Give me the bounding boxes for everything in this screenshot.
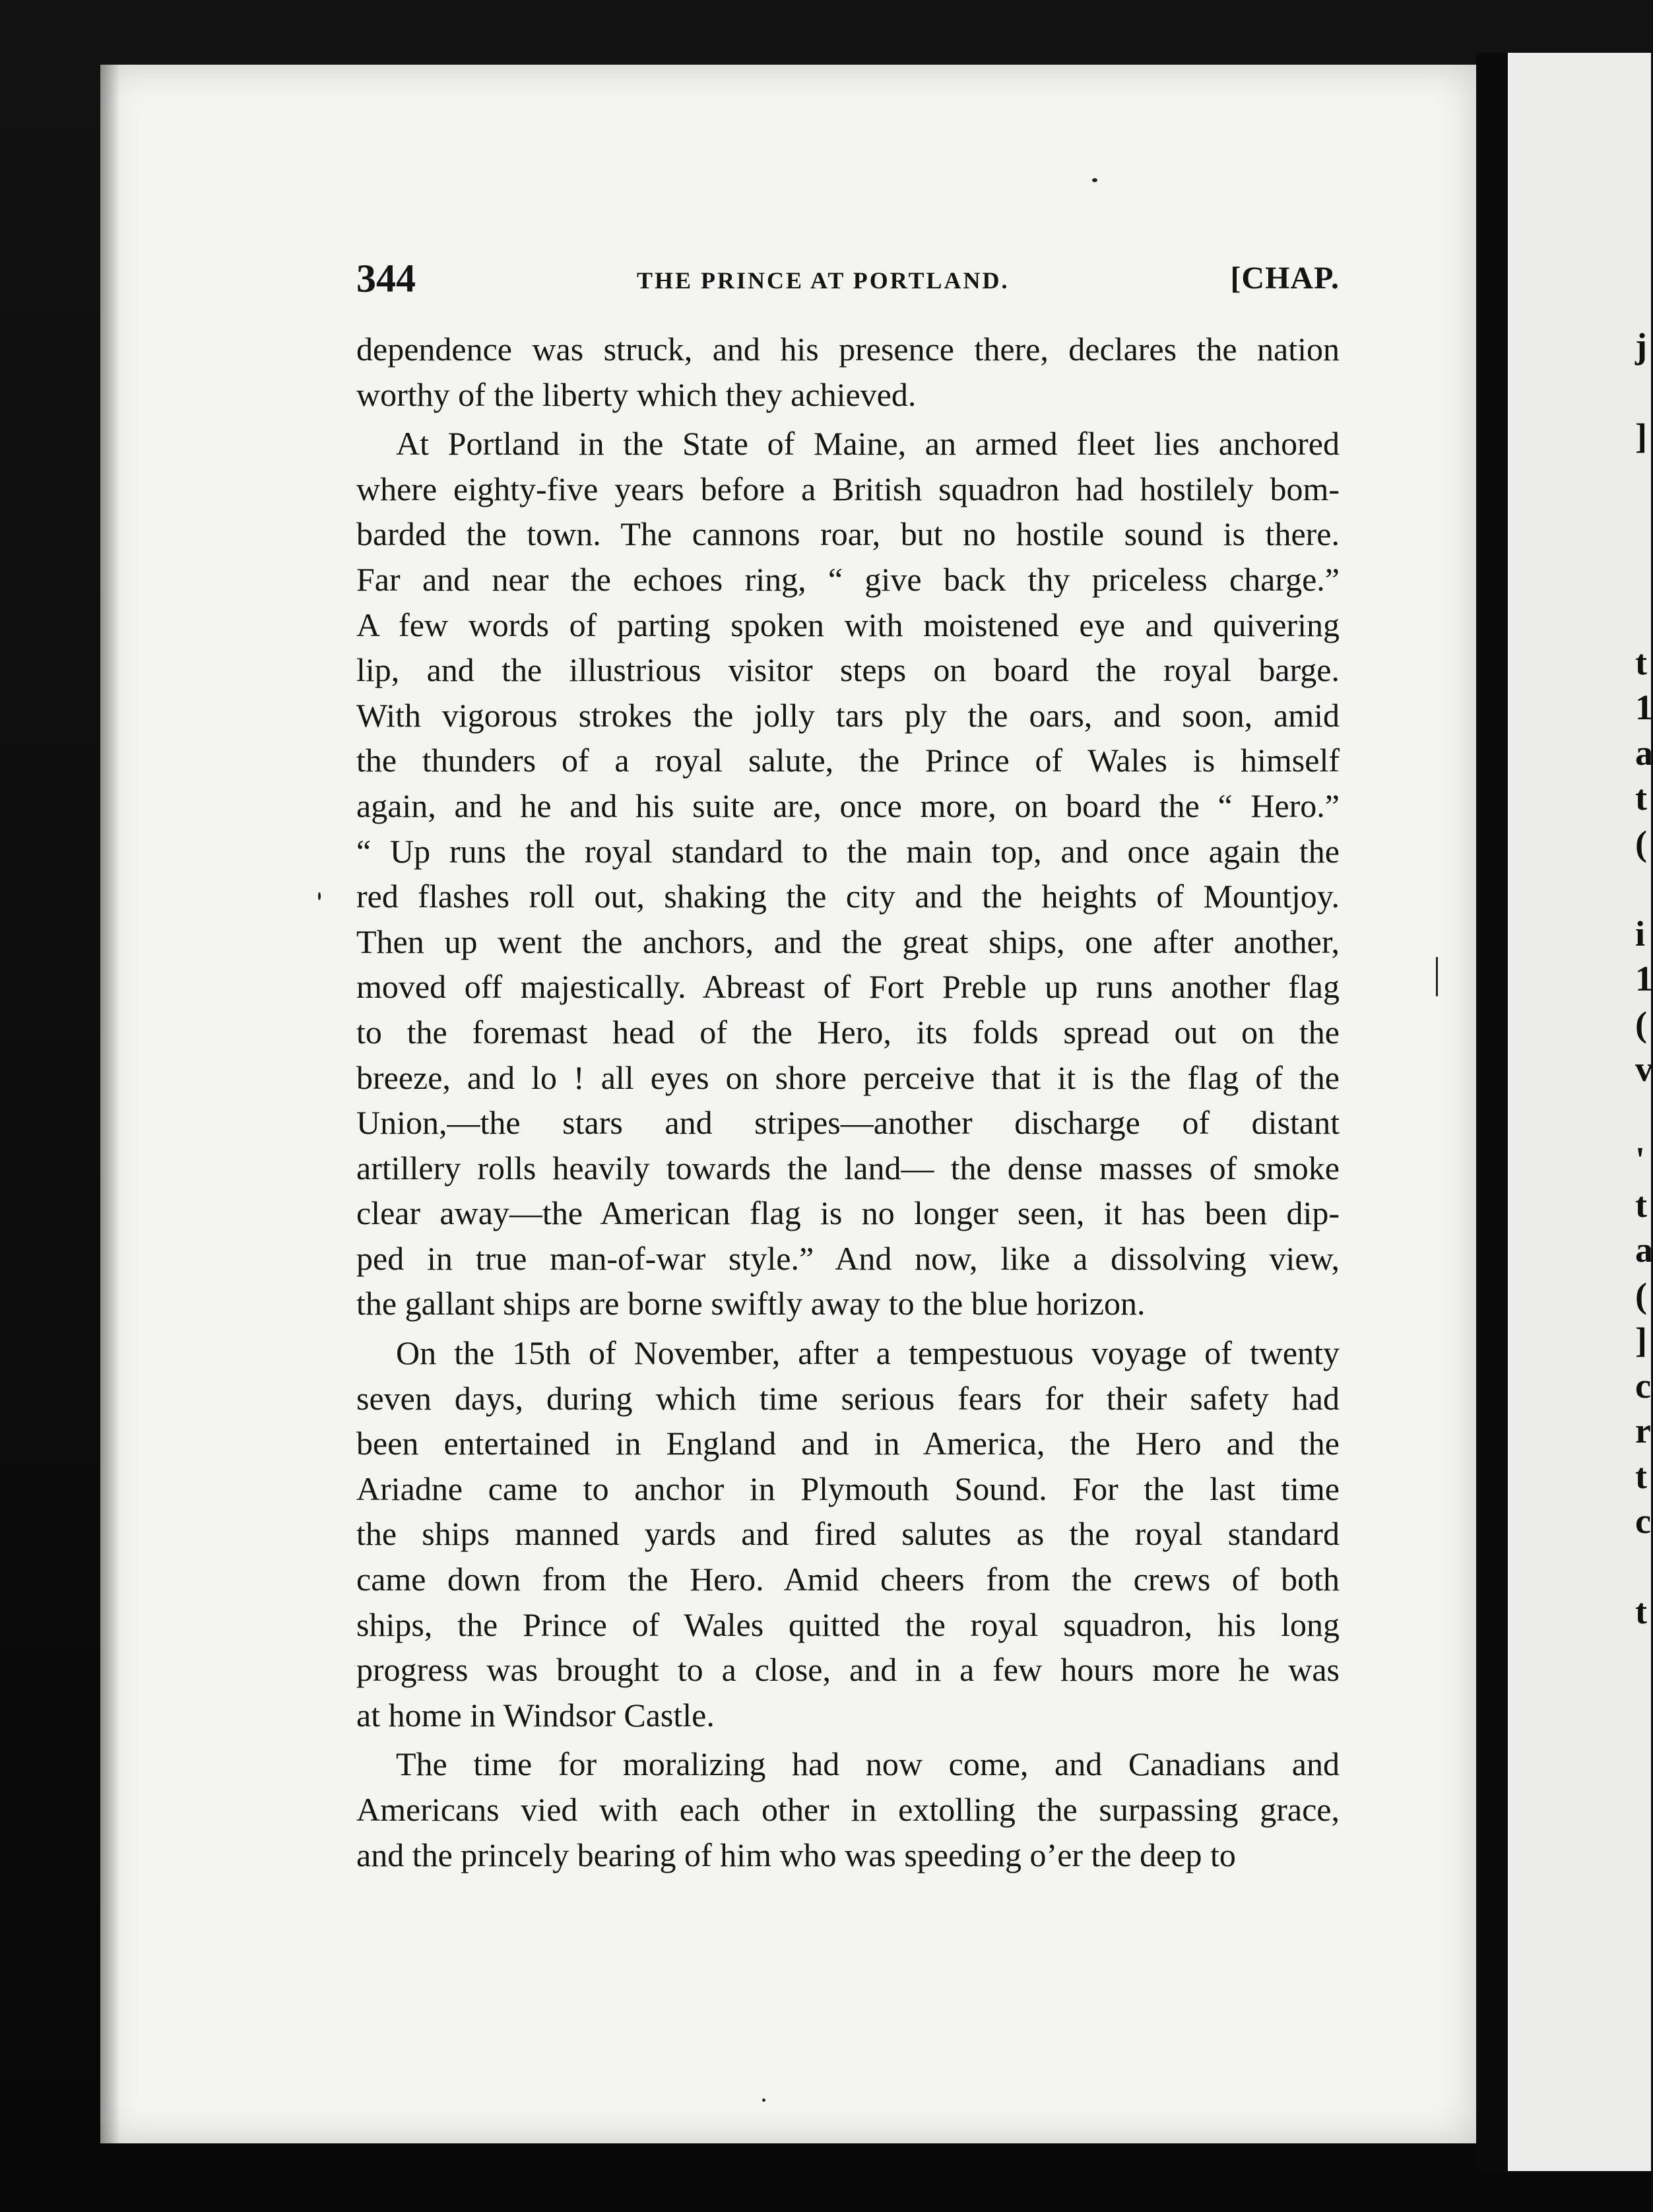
text-line: artillery rolls heavily towards the land— the dense masses of smoke — [356, 1149, 1340, 1187]
text-line: the ships manned yards and fired salutes as the royal standard — [356, 1515, 1340, 1553]
scan-speck — [762, 2098, 765, 2102]
text-line: A few words of parting spoken with moistened eye and quivering — [356, 606, 1340, 643]
text-line: red flashes roll out, shaking the city and the heights of Mountjoy. — [356, 878, 1340, 915]
text-line: to the foremast head of the Hero, its folds spread out on the — [356, 1013, 1340, 1051]
text-line: worthy of the liberty which they achieved. — [356, 375, 917, 413]
text-line: the thunders of a royal salute, the Prince of Wales is himself — [356, 742, 1340, 779]
text-line: Americans vied with each other in extolling the surpassing grace, — [356, 1791, 1340, 1828]
text-line: With vigorous strokes the jolly tars ply the oars, and soon, amid — [356, 696, 1340, 734]
text-line: Far and near the echoes ring, “ give back thy priceless charge.” — [356, 560, 1340, 598]
text-line: Then up went the anchors, and the great ships, one after another, — [356, 923, 1340, 960]
text-line: the gallant ships are borne swiftly away to the blue horizon. — [356, 1285, 1146, 1322]
scan-speck — [1436, 957, 1438, 996]
gutter-shadow — [1476, 53, 1508, 2171]
text-line: where eighty-five years before a British squadron had hostilely bom- — [356, 470, 1340, 507]
text-line: again, and he and his suite are, once more, on board the “ Hero.” — [356, 787, 1340, 824]
text-line: came down from the Hero. Amid cheers from the crews of both — [356, 1561, 1340, 1598]
text-line: The time for moralizing had now come, and Canadians and — [396, 1745, 1340, 1783]
text-line: ships, the Prince of Wales quitted the royal squadron, his long — [356, 1606, 1340, 1643]
text-line: barded the town. The cannons roar, but no hostile sound is there. — [356, 515, 1340, 553]
text-line: progress was brought to a close, and in a few hours more he was — [356, 1651, 1340, 1689]
text-line: At Portland in the State of Maine, an armed fleet lies anchored — [396, 425, 1340, 463]
running-title: THE PRINCE AT PORTLAND. — [637, 267, 1010, 294]
text-line: ped in true man-of-war style.” And now, like a dissolving view, — [356, 1239, 1340, 1277]
text-line: Ariadne came to anchor in Plymouth Sound. For the last time — [356, 1470, 1340, 1507]
facing-page — [1508, 53, 1651, 2171]
paragraph — [356, 1741, 1340, 1877]
facing-page-glyphs: j ] t 1 a t ( i 1 ( v ' t a ( ] c r t c t — [1635, 326, 1653, 1631]
text-line: and the princely bearing of him who was speeding o’er the deep to — [356, 1836, 1236, 1873]
running-head — [356, 256, 1340, 302]
text-line: lip, and the illustrious visitor steps on board the royal barge. — [356, 651, 1340, 689]
paragraph — [356, 421, 1340, 1326]
text-line: clear away—the American flag is no longer seen, it has been dip- — [356, 1194, 1340, 1232]
paragraph — [356, 1330, 1340, 1738]
text-line: dependence was struck, and his presence there, declares the nation — [356, 331, 1340, 368]
text-line: “ Up runs the royal standard to the main top, and once again the — [356, 832, 1340, 870]
page-binding-shadow — [100, 65, 120, 2143]
text-line: breeze, and lo ! all eyes on shore perceive that it is the flag of the — [356, 1058, 1340, 1096]
text-line: On the 15th of November, after a tempestuous voyage of twenty — [396, 1334, 1340, 1372]
paragraph — [356, 327, 1340, 417]
text-line: Union,—the stars and stripes—another discharge of distant — [356, 1104, 1340, 1142]
scan-speck — [318, 892, 321, 900]
text-line: moved off majestically. Abreast of Fort Preble up runs another flag — [356, 968, 1340, 1006]
page-number: 344 — [356, 257, 416, 300]
chapter-mark: [CHAP. — [1230, 261, 1340, 296]
scan-speck — [1092, 178, 1097, 182]
text-line: seven days, during which time serious fears for their safety had — [356, 1379, 1340, 1417]
text-line: been entertained in England and in America, the Hero and the — [356, 1425, 1340, 1462]
text-line: at home in Windsor Castle. — [356, 1696, 715, 1734]
body-text — [356, 327, 1340, 1877]
